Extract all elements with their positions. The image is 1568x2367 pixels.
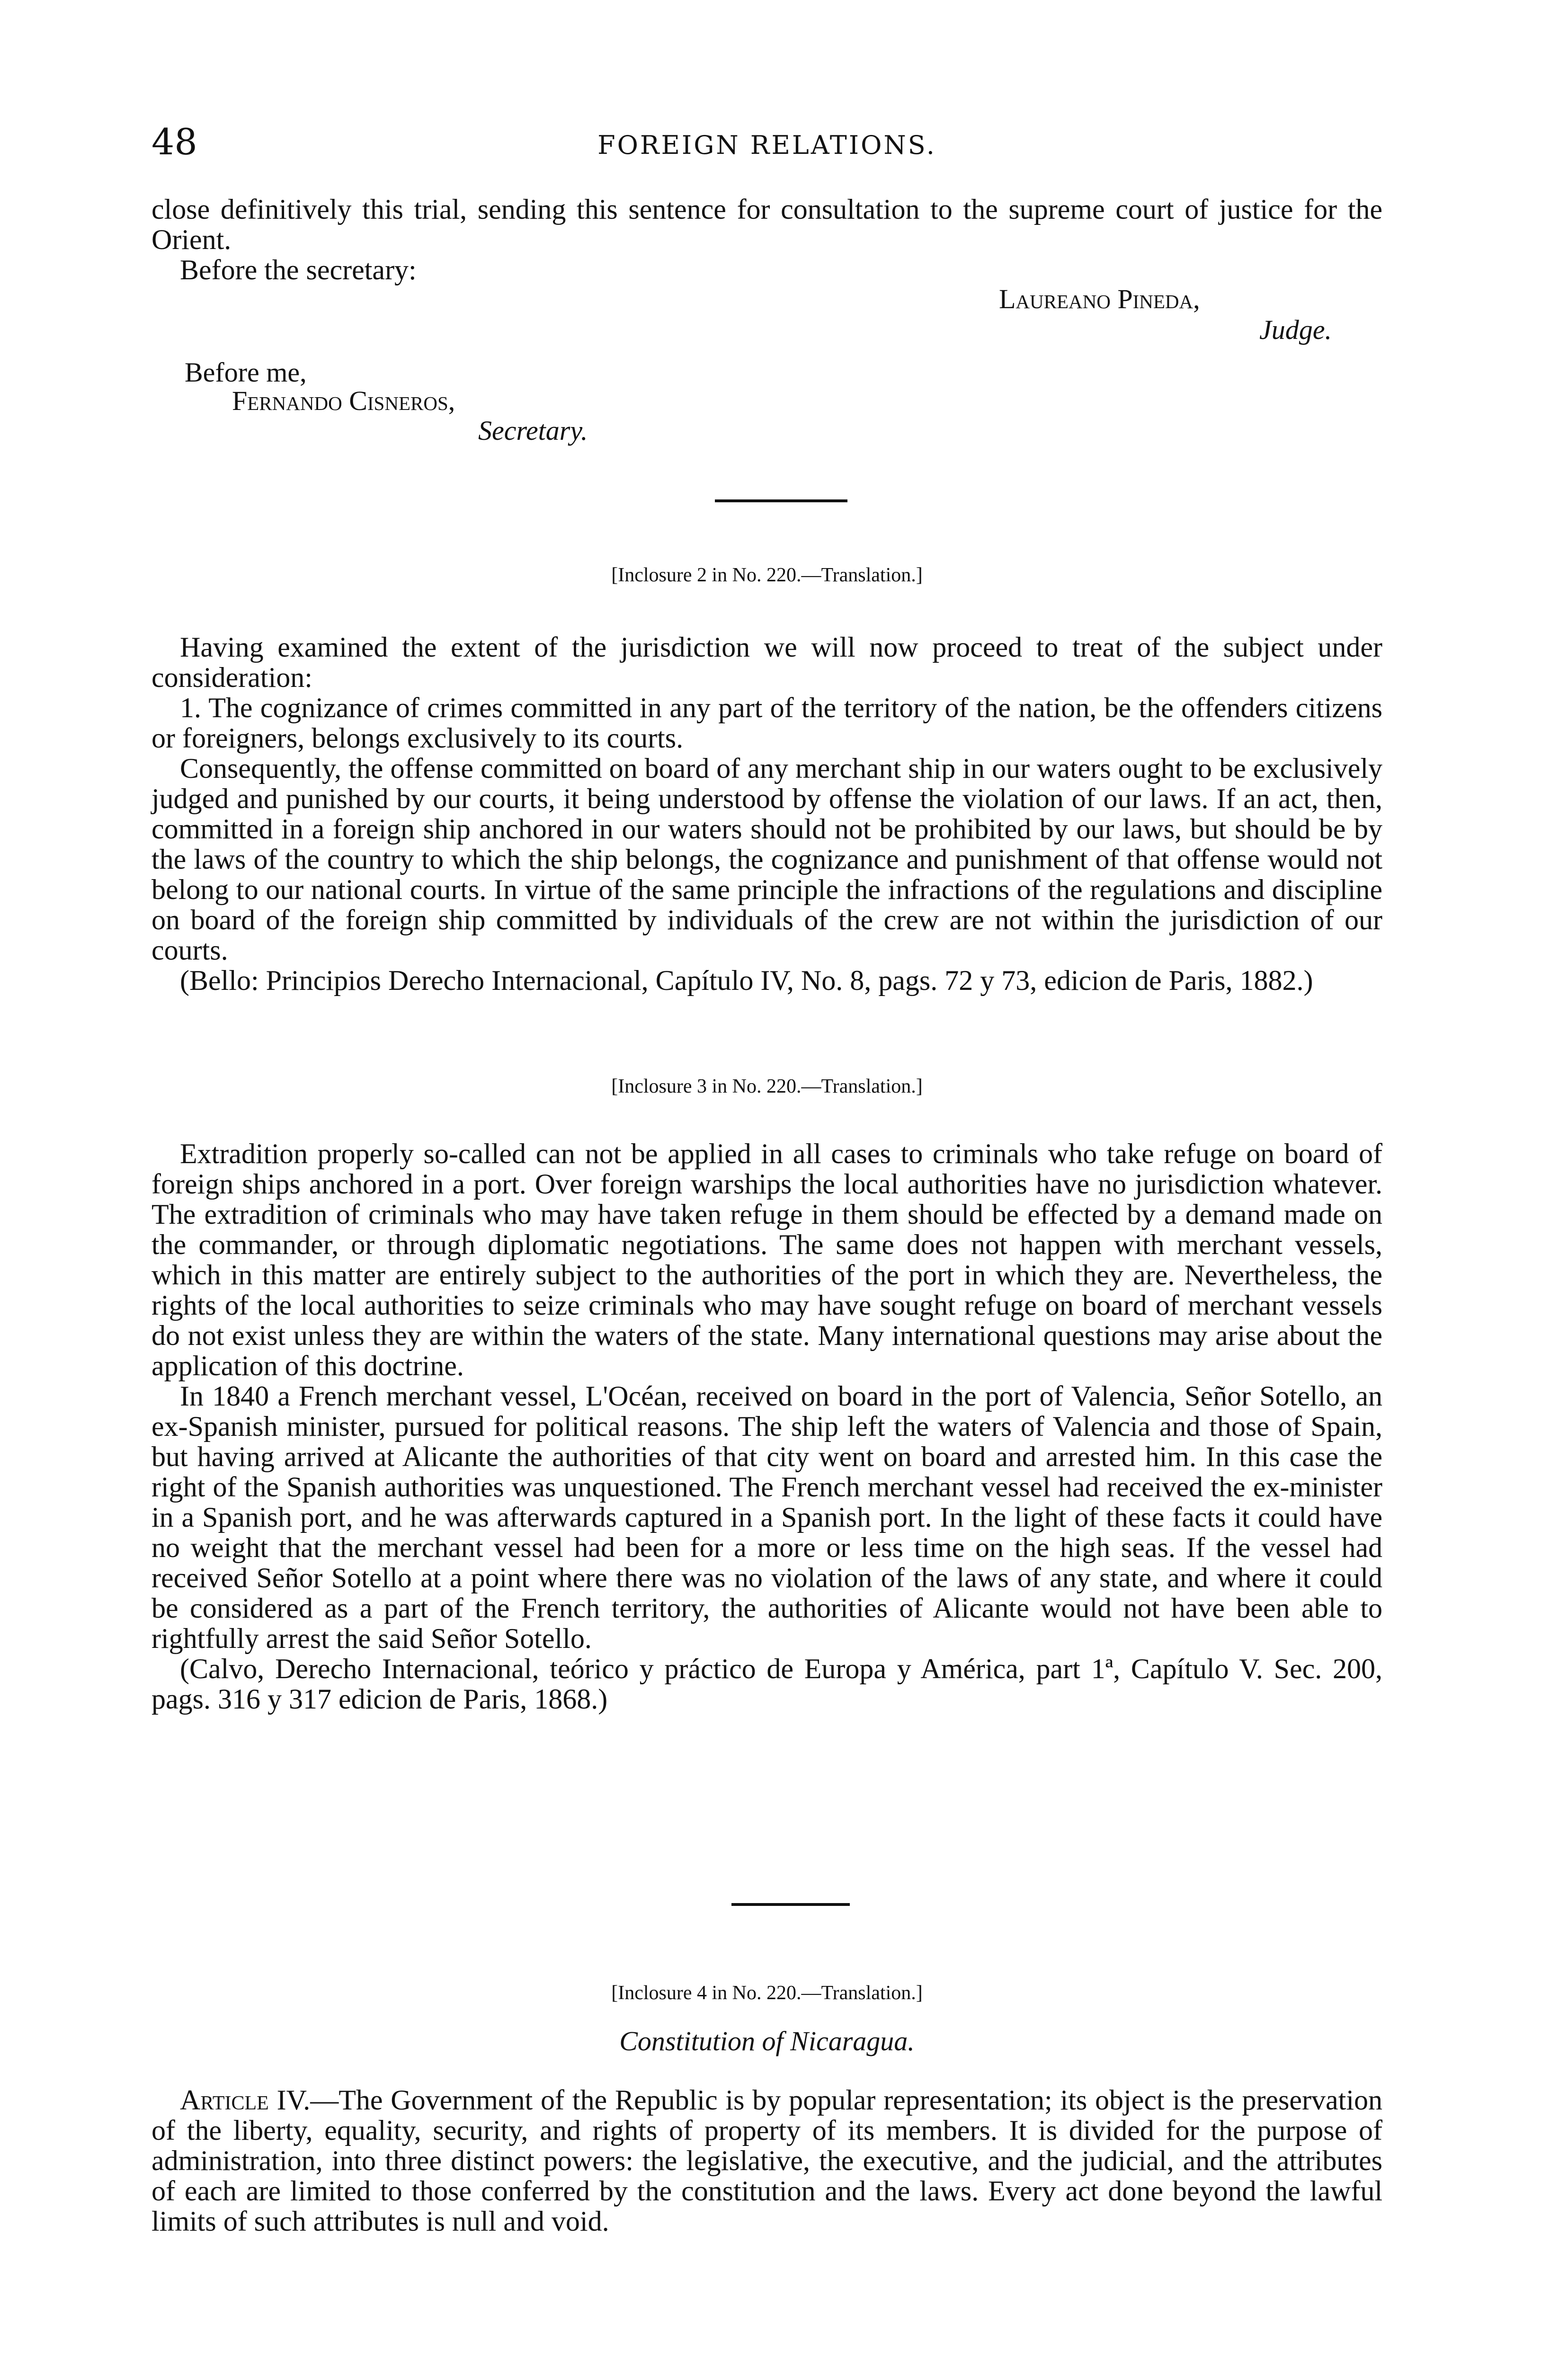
article-text: —The Government of the Republic is by popular representation; its object is the preservation of the liberty, equality, security, and rights of property of its members. It is divided for the purpose of administration, into three distinct powers: the legislative, the executive, and the judicial, and the attributes of each are limited to those conferred by the constitution and the laws. Every act done beyond the lawful limits of such attributes is null and void. [151,2084,1382,2237]
paragraph: 1. The cognizance of crimes committed in any part of the territory of the nation, be the offenders citizens or foreigners, belongs exclusively to its courts. [151,692,1382,754]
before-me: Before me, [185,357,307,388]
inclosure-4 [151,1979,1382,2236]
paragraph: Consequently, the offense committed on board of any merchant ship in our waters ought to be exclusively judged and punished by our courts, it being understood by offense the violation of our laws. If an act, then, committed in a foreign ship anchored in our waters should not be prohibited by our laws, but should be by the laws of the country to which the ship belongs, the cognizance and punishment of that offense would not belong to our national courts. In virtue of the same principle the infractions of the regulations and discipline on board of the foreign ship committed by individuals of the crew are not within the jurisdiction of our courts. [151,753,1382,966]
inclosure-2 [151,561,1382,996]
judge-name: Laureano Pineda, [999,284,1200,314]
secretary-name: Fernando Cisneros, [232,385,455,416]
citation: (Bello: Principios Derecho Internacional, Capítulo IV, No. 8, pags. 72 y 73, edicion de Paris, 1882.) [180,965,1313,996]
page-number: 48 [151,121,197,163]
inclosure-3-caption: [Inclosure 3 in No. 220.—Translation.] [611,1076,923,1097]
section-divider [715,499,847,502]
paragraph: Extradition properly so-called can not be applied in all cases to criminals who take refuge on board of foreign ships anchored in a port. Over foreign warships the local authorities have no jurisdiction whatever. The extradition of criminals who may have taken refuge in them should be effected by a demand made on the commander, or through diplomatic negotiations. The same does not happen with merchant vessels, which in this matter are entirely subject to the authorities of the port in which they are. Nevertheless, the rights of the local authorities to seize criminals who may have sought refuge on board of merchant vessels do not exist unless they are within the waters of the state. Many international questions may arise about the application of this doctrine. [151,1138,1382,1381]
inclosure-4-caption: [Inclosure 4 in No. 220.—Translation.] [611,1982,923,2004]
citation: (Calvo, Derecho Internacional, teórico y práctico de Europa y América, part 1ª, Capítulo V. Sec. 200, pags. 316 y 317 edicion de Paris, 1868.) [151,1653,1382,1715]
article-label: Article IV. [180,2084,311,2116]
sentence-section [151,194,1382,285]
page-header [151,118,1382,166]
paragraph: In 1840 a French merchant vessel, L'Océan, received on board in the port of Valencia, Señor Sotello, an ex-Spanish minister, pursued for political reasons. The ship left the waters of Valencia and those of Spain, but having arrived at Alicante the authorities of that city went on board and arrested him. In this case the right of the Spanish authorities was unquestioned. The French merchant vessel had received the ex-minister in a Spanish port, and he was afterwards captured in a Spanish port. In the light of these facts it could have no weight that the merchant vessel had been for a more or less time on the high seas. If the vessel had received Señor Sotello at a point where there was no violation of the laws of any state, and where it could be considered as a part of the French territory, the authorities of Alicante would not have been able to rightfully arrest the said Señor Sotello. [151,1380,1382,1654]
inclosure-2-caption: [Inclosure 2 in No. 220.—Translation.] [611,564,923,586]
sentence-paragraph: close definitively this trial, sending this sentence for consultation to the supreme court of justice for the Orient. [151,194,1382,255]
section-divider [731,1903,850,1906]
constitution-title: Constitution of Nicaragua. [619,2026,915,2056]
secretary-title: Secretary. [478,415,588,446]
inclosure-3 [151,1072,1382,1714]
before-secretary: Before the secretary: [180,254,417,285]
paragraph: Having examined the extent of the jurisdiction we will now proceed to treat of the subject under consideration: [151,632,1382,693]
article-paragraph [151,2085,1382,2236]
running-title: FOREIGN RELATIONS. [597,130,936,160]
judge-title: Judge. [1259,314,1332,345]
